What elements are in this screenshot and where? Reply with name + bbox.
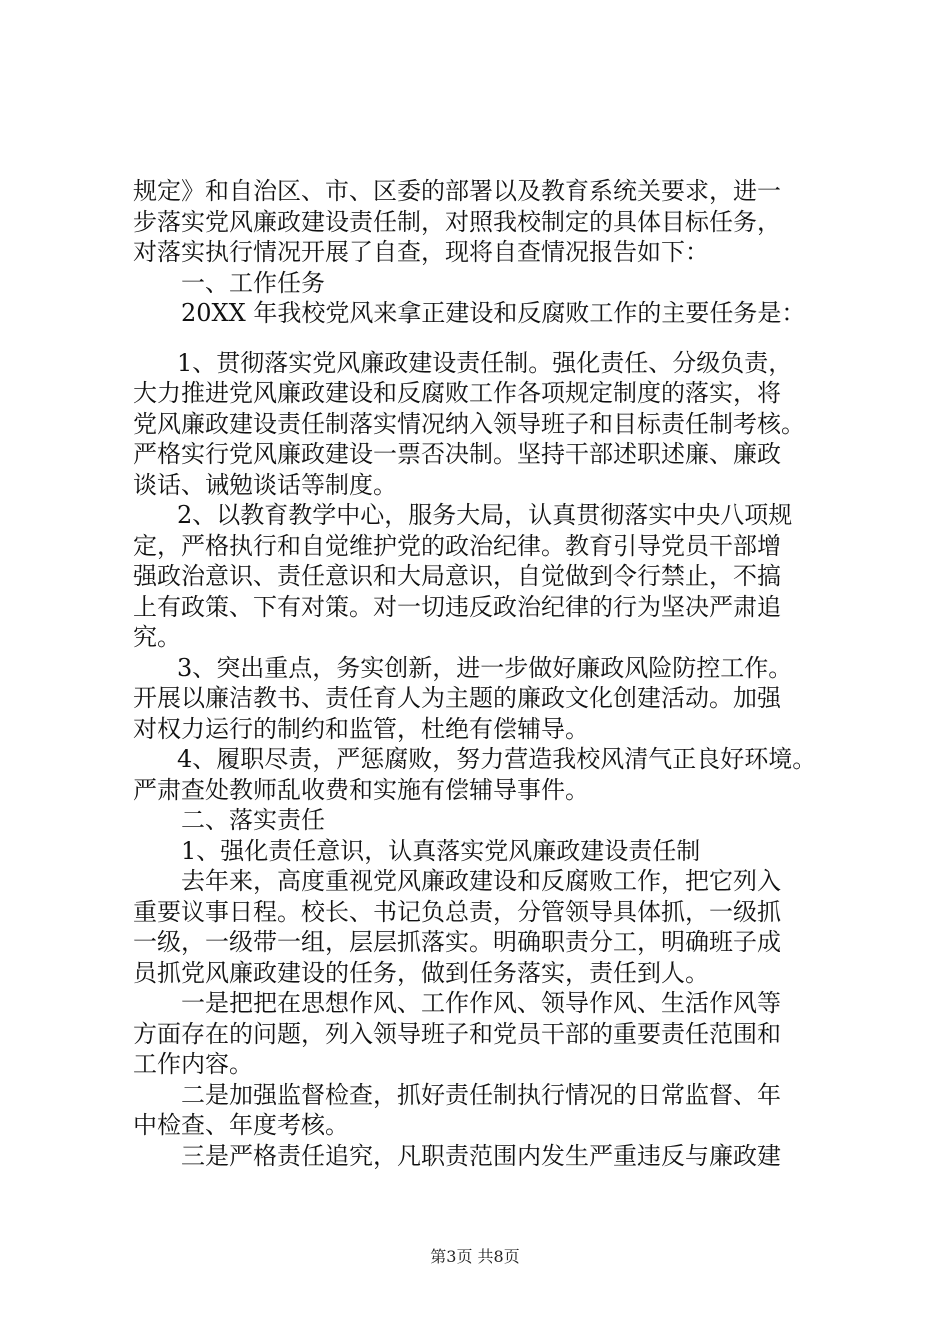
text-line: 1、贯彻落实党风廉政建设责任制。强化责任、分级负责， bbox=[177, 348, 793, 377]
paragraph-gap bbox=[133, 329, 833, 348]
text-line: 大力推进党风廉政建设和反腐败工作各项规定制度的落实，将 bbox=[133, 379, 781, 407]
text-line: 一级，一级带一组，层层抓落实。明确职责分工，明确班子成 bbox=[133, 928, 781, 956]
text-line: 对权力运行的制约和监管，杜绝有偿辅导。 bbox=[133, 714, 589, 743]
section-heading: 一、工作任务 bbox=[181, 268, 325, 297]
text-line: 谈话、诫勉谈话等制度。 bbox=[133, 470, 397, 499]
text-line: 重要议事日程。校长、书记负总责，分管领导具体抓，一级抓 bbox=[133, 897, 781, 926]
text-line: 2、以教育教学中心，服务大局，认真贯彻落实中央八项规 bbox=[177, 501, 793, 529]
section-heading: 二、落实责任 bbox=[181, 806, 325, 834]
document-body bbox=[133, 176, 833, 1171]
text-line: 严肃查处教师乱收费和实施有偿辅导事件。 bbox=[133, 775, 589, 804]
text-line: 去年来，高度重视党风廉政建设和反腐败工作，把它列入 bbox=[181, 867, 781, 895]
text-line: 4、履职尽责，严惩腐败，努力营造我校风清气正良好环境。 bbox=[177, 745, 817, 773]
text-line: 二是加强监督检查，抓好责任制执行情况的日常监督、年 bbox=[181, 1080, 781, 1109]
text-line: 一是把把在思想作风、工作作风、领导作风、生活作风等 bbox=[181, 989, 781, 1017]
text-line: 方面存在的问题，列入领导班子和党员干部的重要责任范围和 bbox=[133, 1019, 781, 1048]
text-line: 3、突出重点，务实创新，进一步做好廉政风险防控工作。 bbox=[177, 653, 793, 682]
text-line: 究。 bbox=[133, 623, 181, 651]
text-line: 上有政策、下有对策。对一切违反政治纪律的行为坚决严肃追 bbox=[133, 592, 781, 621]
text-line: 员抓党风廉政建设的任务，做到任务落实，责任到人。 bbox=[133, 958, 709, 987]
page-footer: 第3页 共8页 bbox=[430, 1247, 520, 1266]
text-line: 严格实行党风廉政建设一票否决制。坚持干部述职述廉、廉政 bbox=[133, 440, 781, 468]
text-line: 工作内容。 bbox=[133, 1050, 253, 1078]
text-line: 规定》和自治区、市、区委的部署以及教育系统关要求，进一 bbox=[133, 177, 781, 205]
text-line: 中检查、年度考核。 bbox=[133, 1111, 349, 1139]
text-line: 强政治意识、责任意识和大局意识，自觉做到令行禁止，不搞 bbox=[133, 562, 781, 590]
text-line: 三是严格责任追究，凡职责范围内发生严重违反与廉政建 bbox=[181, 1141, 781, 1170]
text-line: 步落实党风廉政建设责任制，对照我校制定的具体目标任务， bbox=[133, 207, 781, 236]
text-line: 党风廉政建设责任制落实情况纳入领导班子和目标责任制考核。 bbox=[133, 409, 805, 438]
text-line: 定，严格执行和自觉维护党的政治纪律。教育引导党员干部增 bbox=[133, 531, 781, 560]
subsection-heading: 1、强化责任意识，认真落实党风廉政建设责任制 bbox=[181, 836, 701, 865]
text-line: 开展以廉洁教书、责任育人为主题的廉政文化创建活动。加强 bbox=[133, 684, 781, 712]
text-line: 对落实执行情况开展了自查，现将自查情况报告如下： bbox=[133, 238, 709, 266]
text-line: 20XX 年我校党风来拿正建设和反腐败工作的主要任务是： bbox=[181, 299, 806, 327]
